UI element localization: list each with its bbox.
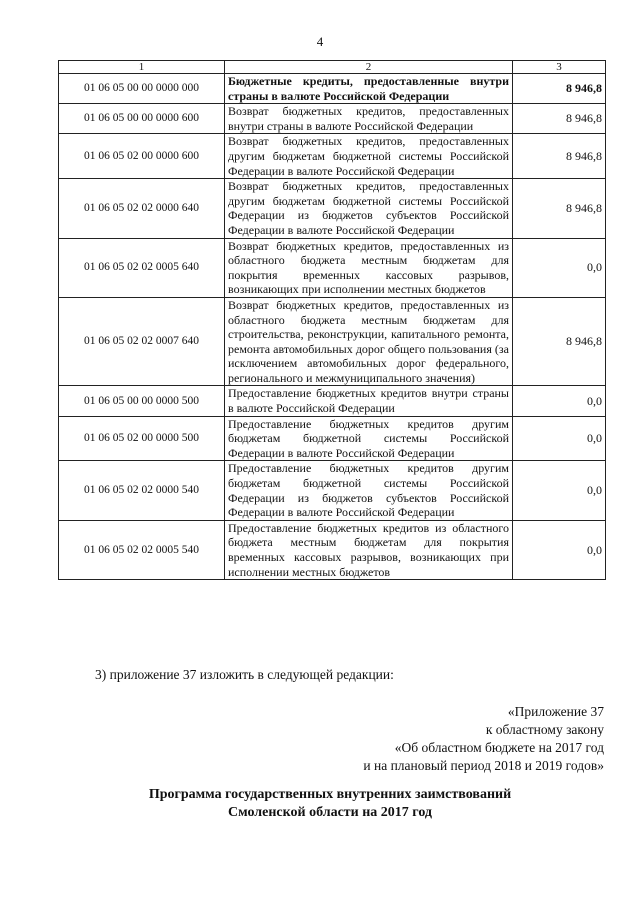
annex-line: «Об областном бюджете на 2017 год [394,740,604,755]
table-row [59,386,606,416]
column-header-code: 1 [59,61,225,74]
table-row [59,416,606,461]
column-header-amount: 3 [513,61,606,74]
row-amount: 8 946,8 [513,297,606,386]
row-code: 01 06 05 02 02 0007 640 [59,297,225,386]
row-code: 01 06 05 02 00 0000 500 [59,416,225,461]
row-code: 01 06 05 00 00 0000 600 [59,104,225,134]
row-name: Возврат бюджетных кредитов, предоставленных другим бюджетам бюджетной системы Российской Федерации в валюте Российской Федерации [225,134,513,179]
row-amount: 8 946,8 [513,74,606,104]
row-name: Предоставление бюджетных кредитов внутри страны в валюте Российской Федерации [225,386,513,416]
program-title-line: Смоленской области на 2017 год [228,805,432,820]
annex-line: к областному закону [485,722,604,737]
row-name: Предоставление бюджетных кредитов из областного бюджета местным бюджетам для покрытия временных кассовых разрывов, возникающих при исполнении местных бюджетов [225,520,513,579]
row-amount: 0,0 [513,416,606,461]
table-row [59,238,606,297]
row-amount: 0,0 [513,461,606,520]
row-amount: 0,0 [513,238,606,297]
row-name: Бюджетные кредиты, предоставленные внутри страны в валюте Российской Федерации [225,74,513,104]
table-row [59,297,606,386]
table-row [59,74,606,104]
program-title-line: Программа государственных внутренних заимствований [148,787,512,802]
row-code: 01 06 05 02 02 0005 640 [59,238,225,297]
row-name: Возврат бюджетных кредитов, предоставленных из областного бюджета местным бюджетам для строительства, реконструкции, капитального ремонта, ремонта автомобильных дорог общего пользования (за исключением автомобильных дорог федерального, регионального и межмуниципального значения) [225,297,513,386]
program-title [0,786,640,822]
row-amount: 8 946,8 [513,104,606,134]
row-code: 01 06 05 02 02 0005 540 [59,520,225,579]
row-amount: 0,0 [513,386,606,416]
row-code: 01 06 05 00 00 0000 500 [59,386,225,416]
row-name: Предоставление бюджетных кредитов другим бюджетам бюджетной системы Российской Федерации из бюджетов субъектов Российской Федерации в валюте Российской Федерации [225,461,513,520]
amendment-instruction: 3) приложение 37 изложить в следующей редакции: [95,667,394,682]
table-row [59,134,606,179]
column-header-name: 2 [225,61,513,74]
row-code: 01 06 05 02 02 0000 540 [59,461,225,520]
table-row [59,461,606,520]
table-row [59,179,606,238]
row-name: Предоставление бюджетных кредитов другим бюджетам бюджетной системы Российской Федерации в валюте Российской Федерации [225,416,513,461]
row-amount: 0,0 [513,520,606,579]
row-name: Возврат бюджетных кредитов, предоставленных из областного бюджета местным бюджетам для покрытия временных кассовых разрывов, возникающих при исполнении местных бюджетов [225,238,513,297]
row-code: 01 06 05 02 00 0000 600 [59,134,225,179]
row-code: 01 06 05 02 02 0000 640 [59,179,225,238]
annex-header [363,703,604,775]
annex-line: «Приложение 37 [507,704,604,719]
table-header-row [59,61,606,74]
row-code: 01 06 05 00 00 0000 000 [59,74,225,104]
annex-line: и на плановый период 2018 и 2019 годов» [363,758,604,773]
row-amount: 8 946,8 [513,179,606,238]
table-row [59,104,606,134]
row-name: Возврат бюджетных кредитов, предоставленных другим бюджетам бюджетной системы Российской Федерации из бюджетов субъектов Российской Федерации в валюте Российской Федерации [225,179,513,238]
budget-table [58,60,606,580]
table-row [59,520,606,579]
row-amount: 8 946,8 [513,134,606,179]
row-name: Возврат бюджетных кредитов, предоставленных внутри страны в валюте Российской Федерации [225,104,513,134]
table-body [59,74,606,580]
page-number: 4 [316,34,324,49]
